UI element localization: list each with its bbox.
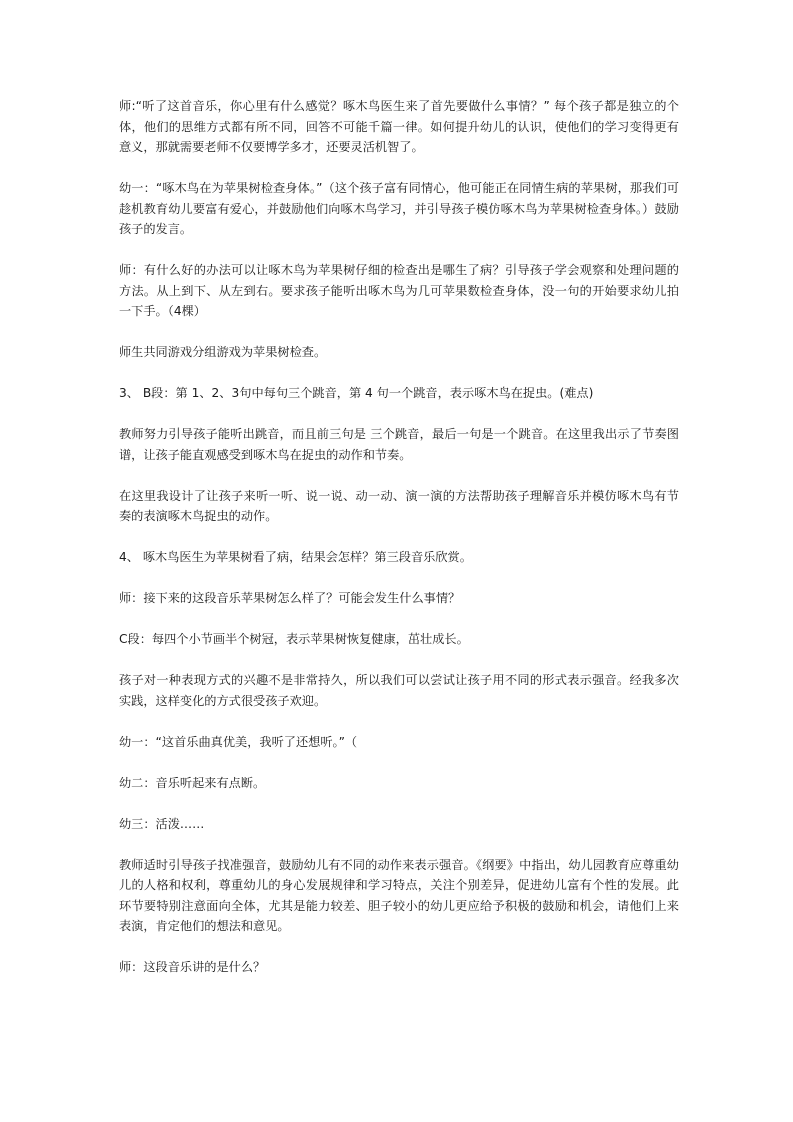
paragraph-child-one-comment: 幼一：“这首乐曲真优美，我听了还想听。”（ bbox=[119, 734, 358, 749]
paragraph-child-three-comment: 幼三：活泼…… bbox=[119, 816, 205, 831]
paragraph-child-one-response: 幼一：“啄木鸟在为苹果树检查身体。”（这个孩子富有同情心，他可能正在同情生病的苹果树，那我们可趁机教育幼儿要富有爱心，并鼓励他们向啄木鸟学习，并引导孩子模仿啄木鸟为苹果树检查身体。）鼓励孩子的发言。 bbox=[119, 181, 679, 236]
paragraph-teacher-question-3: 师：这段音乐讲的是什么？ bbox=[119, 960, 266, 974]
paragraph-teacher-question-1: 师:“听了这首音乐，你心里有什么感觉？啄木鸟医生来了首先要做什么事情？” 每个孩子都是独立的个体，他们的思维方式都有所不同，回答不可能千篇一律。如何提升幼儿的认识，使他们的学习变得更有意义，那就需要老师不仅要博学多才，还要灵活机智了。 bbox=[119, 99, 679, 154]
paragraph-guideline-quote: 教师适时引导孩子找准强音，鼓励幼儿有不同的动作来表示强音。《纲要》中指出，幼儿园教育应尊重幼儿的人格和权利，尊重幼儿的身心发展规律和学习特点，关注个别差异，促进幼儿富有个性的发展。此环节要特别注意面向全体，尤其是能力较差、胆子较小的幼儿更应给予积极的鼓励和机会，请他们上来表演，肯定他们的想法和意见。 bbox=[119, 857, 679, 933]
paragraph-section-4: 4、 啄木鸟医生为苹果树看了病，结果会怎样？第三段音乐欣赏。 bbox=[119, 550, 472, 564]
paragraph-section-c: C段：每四个小节画半个树冠，表示苹果树恢复健康，茁壮成长。 bbox=[119, 632, 469, 646]
paragraph-child-two-comment: 幼二：音乐听起来有点断。 bbox=[119, 775, 266, 790]
paragraph-accent-forms: 孩子对一种表现方式的兴趣不是非常持久，所以我们可以尝试让孩子用不同的形式表示强音。经我多次实践，这样变化的方式很受孩子欢迎。 bbox=[119, 673, 679, 708]
paragraph-section-b: 3、 B段：第 1、2、3句中每句三个跳音，第 4 句一个跳音，表示啄木鸟在捉虫。(难点) bbox=[119, 386, 594, 400]
document-body bbox=[119, 96, 679, 998]
paragraph-group-game: 师生共同游戏分组游戏为苹果树检查。 bbox=[119, 345, 327, 359]
paragraph-teacher-question-2: 师：接下来的这段音乐苹果树怎么样了？可能会发生什么事情？ bbox=[119, 591, 461, 605]
paragraph-listen-say-move-act: 在这里我设计了让孩子来听一听、说一说、动一动、演一演的方法帮助孩子理解音乐并模仿啄木鸟有节奏的表演啄木鸟捉虫的动作。 bbox=[119, 488, 679, 523]
paragraph-staccato-guidance: 教师努力引导孩子能听出跳音，而且前三句是 三个跳音，最后一句是一个跳音。在这里我出示了节奏图谱，让孩子能直观感受到啄木鸟在捉虫的动作和节奏。 bbox=[119, 427, 679, 462]
paragraph-teacher-method: 师：有什么好的办法可以让啄木鸟为苹果树仔细的检查出是哪生了病？引导孩子学会观察和处理问题的方法。从上到下、从左到右。要求孩子能听出啄木鸟为几可苹果数检查身体，没一句的开始要求幼儿拍一下手。（4棵） bbox=[119, 263, 679, 318]
